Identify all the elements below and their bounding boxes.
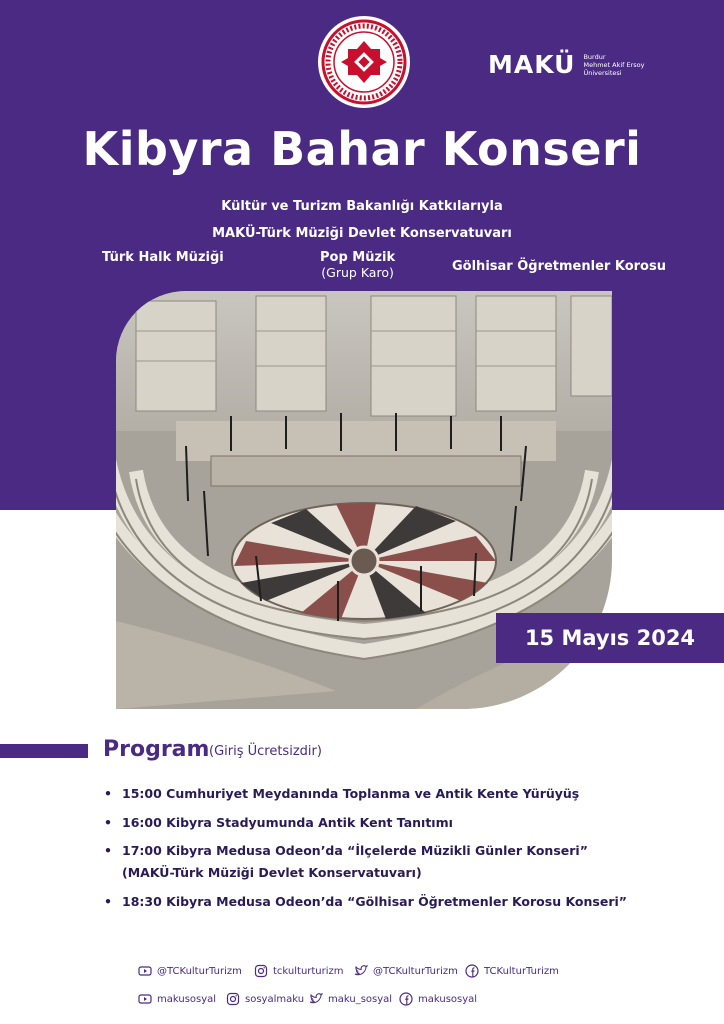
maku-logo-line: Burdur bbox=[583, 52, 606, 61]
youtube-icon bbox=[138, 992, 152, 1006]
program-item-text: 15:00 Cumhuriyet Meydanında Toplanma ve Antik Kente Yürüyüş bbox=[122, 786, 580, 801]
event-title: Kibyra Bahar Konseri bbox=[82, 122, 642, 176]
social-handle: @TCKulturTurizm bbox=[373, 965, 458, 977]
program-accent-bar bbox=[0, 744, 88, 758]
program-heading: Program bbox=[103, 737, 210, 762]
genre-note: (Grup Karo) bbox=[321, 265, 394, 280]
social-facebook-maku[interactable] bbox=[399, 992, 477, 1006]
social-handle: makusosyal bbox=[418, 993, 478, 1005]
maku-logo-line: Üniversitesi bbox=[583, 68, 622, 77]
sponsor-line: Kültür ve Turizm Bakanlığı Katkılarıyla bbox=[221, 199, 503, 214]
social-twitter-maku[interactable] bbox=[309, 992, 392, 1006]
instagram-icon bbox=[226, 992, 240, 1006]
facebook-icon bbox=[399, 992, 413, 1006]
social-youtube-maku[interactable] bbox=[138, 992, 216, 1006]
genre-folk-music bbox=[102, 250, 224, 265]
maku-university-logo bbox=[488, 50, 653, 79]
bullet-icon: • bbox=[104, 786, 112, 801]
social-handle: maku_sosyal bbox=[328, 993, 393, 1005]
genre-label: Pop Müzik bbox=[320, 250, 396, 265]
facebook-icon bbox=[465, 964, 479, 978]
program-free-entry-note: (Giriş Ücretsizdir) bbox=[209, 744, 322, 759]
social-handle: sosyalmaku bbox=[245, 993, 305, 1005]
genre-label: Gölhisar Öğretmenler Korosu bbox=[452, 259, 666, 274]
social-youtube-ministry[interactable] bbox=[138, 964, 242, 978]
social-instagram-maku[interactable] bbox=[226, 992, 304, 1006]
program-item-text: 18:30 Kibyra Medusa Odeon’da “Gölhisar Öğretmenler Korosu Konseri” bbox=[122, 894, 627, 909]
social-instagram-ministry[interactable] bbox=[254, 964, 344, 978]
instagram-icon bbox=[254, 964, 268, 978]
genre-label: Türk Halk Müziği bbox=[102, 250, 224, 265]
program-item bbox=[104, 891, 627, 913]
bullet-icon: • bbox=[104, 894, 112, 909]
program-item-text: 16:00 Kibyra Stadyumunda Antik Kent Tanıtımı bbox=[122, 815, 453, 830]
ministry-emblem-logo bbox=[318, 16, 410, 108]
social-facebook-ministry[interactable] bbox=[465, 964, 559, 978]
social-handle: TCKulturTurizm bbox=[484, 965, 559, 977]
twitter-icon bbox=[309, 992, 323, 1006]
twitter-icon bbox=[354, 964, 368, 978]
program-item bbox=[104, 783, 579, 805]
maku-logo-line: Mehmet Akif Ersoy bbox=[583, 60, 645, 69]
program-item bbox=[104, 840, 588, 862]
social-handle: makusosyal bbox=[157, 993, 217, 1005]
program-item-text: 17:00 Kibyra Medusa Odeon’da “İlçelerde Müzikli Günler Konseri” bbox=[122, 843, 588, 858]
bullet-icon: • bbox=[104, 843, 112, 858]
social-handle: tckulturturizm bbox=[273, 965, 344, 977]
conservatory-line: MAKÜ-Türk Müziği Devlet Konservatuvarı bbox=[212, 226, 512, 241]
program-item bbox=[104, 812, 453, 834]
maku-logo-subtitle bbox=[583, 53, 653, 77]
social-handle: @TCKulturTurizm bbox=[157, 965, 242, 977]
youtube-icon bbox=[138, 964, 152, 978]
program-item-continuation: (MAKÜ-Türk Müziği Devlet Konservatuvarı) bbox=[122, 865, 422, 880]
event-date-badge: 15 Mayıs 2024 bbox=[496, 613, 724, 663]
genre-pop-music bbox=[320, 250, 395, 280]
genre-teachers-choir bbox=[452, 259, 666, 274]
bullet-icon: • bbox=[104, 815, 112, 830]
social-twitter-ministry[interactable] bbox=[354, 964, 458, 978]
maku-logo-word: MAKÜ bbox=[488, 50, 576, 79]
